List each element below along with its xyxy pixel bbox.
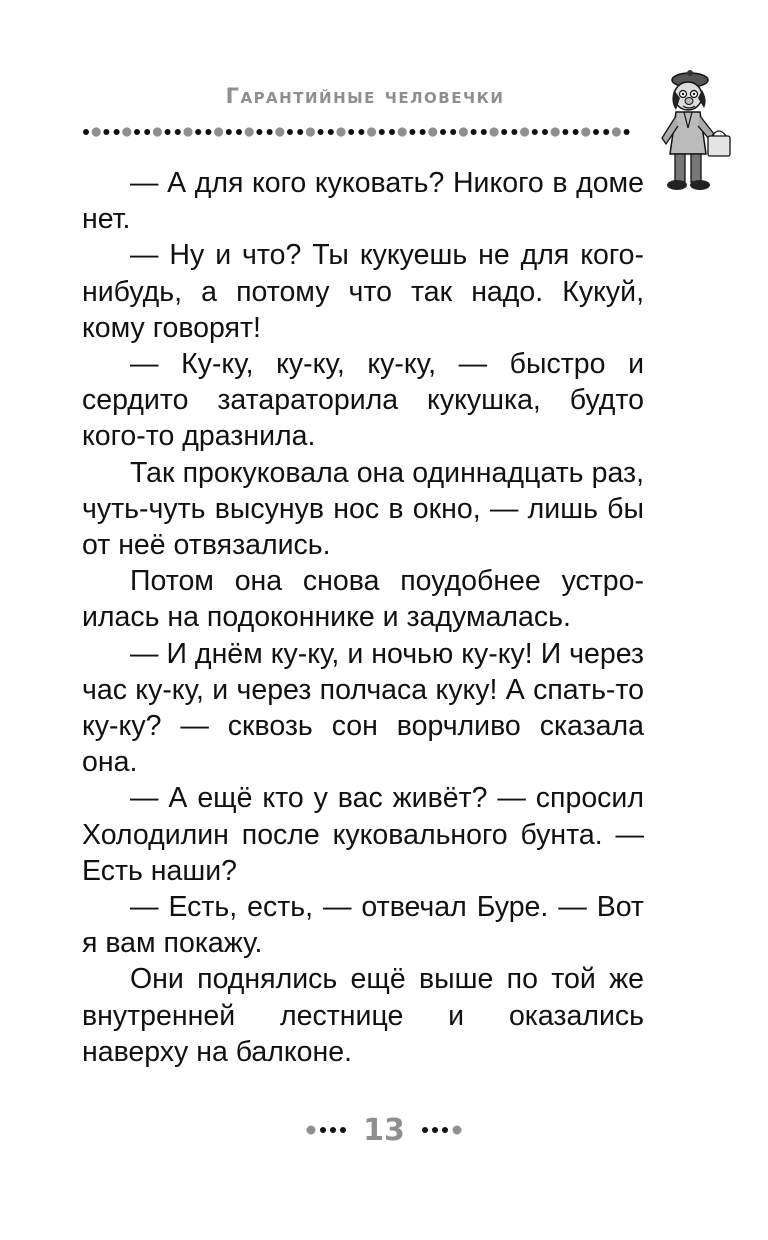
paragraph: Они поднялись ещё выше по той же внутренней лестнице и оказались наверху на балконе. (82, 963, 644, 1068)
paragraph: — Ну и что? Ты кукуешь не для кого-нибудь, а потому что так надо. Кукуй, кому говорят! (82, 239, 644, 344)
paragraph: Потом она снова поудобнее устроилась на подоконнике и задумалась. (82, 565, 644, 634)
page-number: 13 (363, 1112, 405, 1148)
paragraph: — Ку-ку, ку-ку, ку-ку, — быстро и сердито затараторила кукушка, будто кого-то дразнила. (82, 348, 644, 453)
dotted-rule-decoration (82, 122, 634, 142)
running-head-title: Гарантийные человечки (225, 84, 505, 108)
page-folio (284, 1110, 484, 1150)
paragraph: — И днём ку-ку, и ночью ку-ку! И через час ку-ку, и через полчаса куку! А спать-то ку-ку? — сквозь сон ворчливо сказала она. (82, 637, 644, 779)
paragraph: — А ещё кто у вас живёт? — спросил Холодилин после куковального бунта. — Есть наши? (82, 782, 644, 887)
paragraph: — А для кого куковать? Никого в доме нет. (82, 167, 644, 236)
paragraph: — Есть, есть, — отвечал Буре. — Вот я вам покажу. (82, 891, 644, 960)
paragraph: Так прокуковала она одиннадцать раз, чуть-чуть высунув нос в окно, — лишь бы от неё отвязались. (82, 456, 644, 562)
folio-dots-right-decoration (415, 1123, 463, 1137)
mascot-icon (650, 68, 742, 198)
body-text (82, 165, 644, 1070)
folio-dots-left-decoration (305, 1123, 353, 1137)
